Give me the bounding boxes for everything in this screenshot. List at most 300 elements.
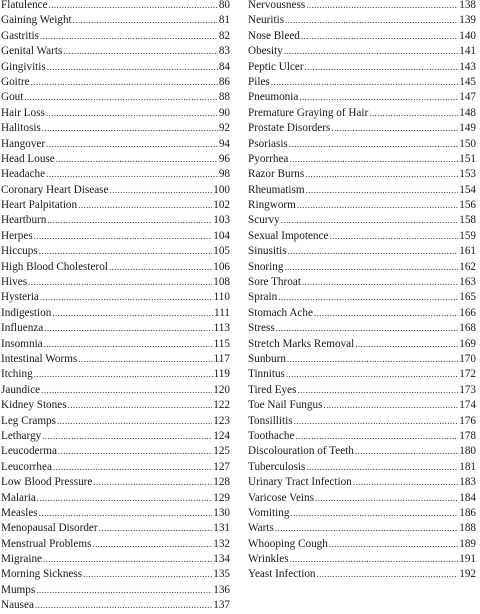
dot-leader [36, 583, 212, 598]
index-entry-page-number: 104 [213, 229, 230, 242]
index-entry [248, 537, 476, 552]
index-entry [248, 506, 476, 521]
index-entry [1, 367, 230, 382]
dot-leader [37, 491, 212, 506]
dot-leader [285, 13, 458, 28]
index-entry-term: Influenza [1, 322, 44, 335]
index-entry [1, 167, 230, 182]
index-entry-page-number: 181 [459, 460, 476, 473]
index-entry-term: Lethargy [1, 429, 42, 442]
index-entry [1, 275, 230, 290]
index-entry [248, 414, 476, 429]
index-entry [1, 60, 230, 75]
index-entry [248, 44, 476, 59]
index-entry-term: Morning Sickness [1, 568, 83, 581]
index-entry-term: Sore Throat [248, 276, 301, 289]
index-entry-term: Rheumatism [248, 183, 305, 196]
dot-leader [301, 29, 458, 44]
index-entry-term: Toe Nail Fungus [248, 399, 323, 412]
index-entry [248, 521, 476, 536]
index-entry-page-number: 108 [213, 276, 230, 289]
index-entry-term: Hysteria [1, 291, 39, 304]
dot-leader [46, 137, 218, 152]
dot-leader [284, 260, 458, 275]
index-entry-term: Psoriasis [248, 137, 288, 150]
dot-leader [329, 537, 458, 552]
index-entry-term: Insomnia [1, 337, 43, 350]
index-entry [1, 229, 230, 244]
index-entry [1, 429, 230, 444]
index-entry-term: Prostate Disorders [248, 122, 331, 135]
dot-leader [276, 321, 458, 336]
dot-leader [290, 506, 458, 521]
index-entry [1, 352, 230, 367]
index-entry [1, 460, 230, 475]
index-entry-term: Nose Bleed [248, 29, 300, 42]
index-entry-page-number: 92 [218, 122, 230, 135]
index-entry-page-number: 130 [213, 506, 230, 519]
index-entry [1, 567, 230, 582]
index-entry-term: Sunburn [248, 352, 286, 365]
index-entry [1, 583, 230, 598]
index-entry-page-number: 137 [213, 599, 230, 612]
index-entry-term: Snoring [248, 260, 284, 273]
index-entry-term: Toothache [248, 429, 295, 442]
index-entry [248, 398, 476, 413]
index-entry-term: Leucorrhea [1, 460, 52, 473]
index-entry-term: Halitosis [1, 122, 41, 135]
index-entry-term: Migraine [1, 553, 43, 566]
index-entry-page-number: 176 [459, 414, 476, 427]
index-entry-page-number: 125 [213, 445, 230, 458]
index-entry-page-number: 178 [459, 429, 476, 442]
index-entry-term: Pneumonia [248, 91, 299, 104]
index-entry-term: Kidney Stones [1, 399, 67, 412]
index-entry-page-number: 156 [459, 199, 476, 212]
index-entry [1, 414, 230, 429]
dot-leader [34, 367, 213, 382]
index-entry-term: Leucoderma [1, 445, 57, 458]
index-entry-term: Itching [1, 368, 33, 381]
index-entry [1, 75, 230, 90]
dot-leader [355, 337, 458, 352]
index-entry-term: Leg Cramps [1, 414, 56, 427]
index-entry-page-number: 105 [213, 245, 230, 258]
index-entry-page-number: 163 [459, 276, 476, 289]
index-entry [248, 552, 476, 567]
dot-leader [35, 598, 212, 613]
dot-leader [73, 13, 218, 28]
index-entry-page-number: 170 [459, 352, 476, 365]
index-entry-term: Jaundice [1, 383, 41, 396]
index-entry [1, 0, 230, 13]
index-entry [1, 444, 230, 459]
index-entry-page-number: 84 [218, 60, 230, 73]
index-entry-page-number: 103 [213, 214, 230, 227]
index-entry-page-number: 127 [213, 460, 230, 473]
dot-leader [56, 152, 218, 167]
index-entry [1, 121, 230, 136]
index-column-left [1, 0, 230, 614]
index-entry [248, 244, 476, 259]
index-entry-term: Tinnitus [248, 368, 285, 381]
index-entry [248, 460, 476, 475]
index-entry-term: Genital Warts [1, 45, 63, 58]
index-entry-term: High Blood Cholesterol [1, 260, 108, 273]
dot-leader [286, 367, 458, 382]
index-entry-term: Tuberculosis [248, 460, 306, 473]
index-entry-term: Flatulence [1, 0, 48, 11]
dot-leader [288, 244, 459, 259]
dot-leader [284, 44, 458, 59]
index-entry-page-number: 138 [459, 0, 476, 11]
dot-leader [47, 213, 212, 228]
index-entry [248, 90, 476, 105]
index-entry-page-number: 154 [459, 183, 476, 196]
index-entry-term: Menstrual Problems [1, 537, 92, 550]
index-entry-term: Warts [248, 522, 274, 535]
index-entry-term: Malaria [1, 491, 36, 504]
dot-leader [47, 60, 218, 75]
index-entry [248, 352, 476, 367]
index-entry-page-number: 100 [213, 183, 230, 196]
index-entry-page-number: 173 [459, 383, 476, 396]
index-entry-page-number: 145 [459, 75, 476, 88]
index-entry [1, 90, 230, 105]
index-entry-term: Gingivitis [1, 60, 46, 73]
index-entry-term: Stress [248, 322, 275, 335]
index-entry-page-number: 184 [459, 491, 476, 504]
dot-leader [39, 506, 213, 521]
index-entry-page-number: 161 [459, 245, 476, 258]
index-entry-term: Coronary Heart Disease [1, 183, 109, 196]
index-entry [1, 106, 230, 121]
dot-leader [44, 321, 212, 336]
index-entry-term: Hangover [1, 137, 46, 150]
dot-leader [317, 567, 459, 582]
index-entry-term: Mumps [1, 583, 36, 596]
index-entry [248, 260, 476, 275]
index-entry-page-number: 180 [459, 445, 476, 458]
index-entry-term: Wrinkles [248, 553, 289, 566]
index-column-right [248, 0, 476, 583]
index-entry [1, 537, 230, 552]
index-entry [248, 491, 476, 506]
index-entry [248, 121, 476, 136]
index-entry-page-number: 143 [459, 60, 476, 73]
index-entry-page-number: 189 [459, 537, 476, 550]
index-entry-page-number: 140 [459, 29, 476, 42]
index-entry-page-number: 111 [214, 306, 230, 319]
index-entry-term: Goitre [1, 75, 30, 88]
index-entry-page-number: 172 [459, 368, 476, 381]
dot-leader [83, 567, 212, 582]
index-entry-term: Gastritis [1, 29, 39, 42]
dot-leader [44, 337, 213, 352]
index-entry-page-number: 98 [218, 168, 230, 181]
index-entry-term: Gout [1, 91, 24, 104]
index-entry-page-number: 119 [213, 368, 230, 381]
dot-leader [57, 414, 212, 429]
index-entry-page-number: 169 [459, 337, 476, 350]
index-entry-page-number: 183 [459, 476, 476, 489]
index-entry-page-number: 153 [459, 168, 476, 181]
index-entry [1, 260, 230, 275]
index-entry-page-number: 113 [213, 322, 230, 335]
dot-leader [305, 60, 459, 75]
index-entry [248, 0, 476, 13]
dot-leader [306, 183, 459, 198]
index-entry-page-number: 151 [459, 152, 476, 165]
index-entry [1, 337, 230, 352]
index-entry-page-number: 90 [218, 106, 230, 119]
index-entry-page-number: 88 [218, 91, 230, 104]
index-entry-page-number: 148 [459, 106, 476, 119]
dot-leader [306, 0, 458, 13]
index-entry-page-number: 131 [213, 522, 230, 535]
index-entry-page-number: 82 [218, 29, 230, 42]
index-entry-term: Varicose Veins [248, 491, 314, 504]
index-entry-term: Whooping Cough [248, 537, 328, 550]
index-entry-term: Pyorrhea [248, 152, 289, 165]
index-entry [248, 60, 476, 75]
index-entry [248, 383, 476, 398]
index-entry [248, 106, 476, 121]
index-entry-page-number: 141 [459, 45, 476, 58]
dot-leader [58, 444, 212, 459]
dot-leader [305, 167, 458, 182]
index-entry [248, 337, 476, 352]
index-entry-page-number: 132 [213, 537, 230, 550]
index-entry-term: Headache [1, 168, 46, 181]
index-entry-term: Heart Palpitation [1, 199, 78, 212]
index-entry [1, 506, 230, 521]
dot-leader [109, 260, 212, 275]
index-entry-term: Head Louse [1, 152, 55, 165]
dot-leader [39, 244, 213, 259]
index-entry [1, 475, 230, 490]
dot-leader [109, 183, 212, 198]
index-entry-page-number: 174 [459, 399, 476, 412]
dot-leader [297, 383, 458, 398]
index-entry-page-number: 117 [213, 352, 230, 365]
index-entry-term: Tired Eyes [248, 383, 297, 396]
index-entry-page-number: 106 [213, 260, 230, 273]
index-entry [1, 521, 230, 536]
index-entry-page-number: 83 [218, 45, 230, 58]
index-entry [248, 475, 476, 490]
index-entry-page-number: 96 [218, 152, 230, 165]
dot-leader [295, 429, 458, 444]
dot-leader [323, 398, 458, 413]
dot-leader [275, 521, 458, 536]
dot-leader [294, 414, 459, 429]
index-entry [248, 75, 476, 90]
index-entry [248, 167, 476, 182]
index-entry [248, 152, 476, 167]
index-entry-page-number: 139 [459, 14, 476, 27]
dot-leader [78, 198, 212, 213]
index-entry-term: Discolouration of Teeth [248, 445, 354, 458]
index-entry-page-number: 165 [459, 291, 476, 304]
index-entry [248, 321, 476, 336]
dot-leader [40, 290, 213, 305]
index-entry [248, 198, 476, 213]
index-entry [248, 275, 476, 290]
index-entry [1, 152, 230, 167]
index-entry [1, 44, 230, 59]
dot-leader [314, 306, 458, 321]
index-entry-page-number: 168 [459, 322, 476, 335]
index-entry-page-number: 122 [213, 399, 230, 412]
index-entry-page-number: 162 [459, 260, 476, 273]
index-entry-term: Premature Graying of Hair [248, 106, 369, 119]
index-entry-page-number: 81 [218, 14, 230, 27]
index-entry [248, 306, 476, 321]
index-entry [248, 137, 476, 152]
index-entry-page-number: 134 [213, 553, 230, 566]
index-entry-page-number: 149 [459, 122, 476, 135]
index-entry-term: Stomach Ache [248, 306, 313, 319]
index-entry-page-number: 166 [459, 306, 476, 319]
index-entry-page-number: 159 [459, 229, 476, 242]
index-entry [248, 229, 476, 244]
dot-leader [353, 475, 458, 490]
index-entry-page-number: 120 [213, 383, 230, 396]
index-entry-page-number: 128 [213, 476, 230, 489]
index-entry-term: Piles [248, 75, 270, 88]
index-entry-term: Sexual Impotence [248, 229, 329, 242]
index-entry [248, 183, 476, 198]
dot-leader [289, 137, 458, 152]
dot-leader [78, 352, 212, 367]
index-entry-term: Sprain [248, 291, 278, 304]
dot-leader [369, 106, 458, 121]
index-entry [248, 367, 476, 382]
index-entry [248, 444, 476, 459]
dot-leader [93, 475, 212, 490]
index-entry [248, 290, 476, 305]
dot-leader [34, 229, 213, 244]
index-entry [248, 29, 476, 44]
index-entry-term: Hives [1, 276, 28, 289]
index-entry-page-number: 115 [213, 337, 230, 350]
index-entry [248, 429, 476, 444]
index-entry-page-number: 192 [459, 568, 476, 581]
dot-leader [99, 521, 213, 536]
index-entry-term: Hair Loss [1, 106, 45, 119]
index-entry-page-number: 110 [213, 291, 230, 304]
dot-leader [306, 460, 458, 475]
index-entry [1, 290, 230, 305]
index-entry-term: Obesity [248, 45, 283, 58]
index-entry-page-number: 158 [459, 214, 476, 227]
index-entry-term: Tonsillitis [248, 414, 293, 427]
index-entry [248, 213, 476, 228]
index-entry-term: Gaining Weight [1, 14, 72, 27]
index-entry-term: Peptic Ulcer [248, 60, 304, 73]
index-entry-term: Ringworm [248, 199, 296, 212]
index-entry-page-number: 147 [459, 91, 476, 104]
dot-leader [42, 121, 218, 136]
index-entry-term: Indigestion [1, 306, 52, 319]
index-entry-page-number: 191 [459, 553, 476, 566]
dot-leader [297, 198, 458, 213]
dot-leader [290, 552, 459, 567]
index-entry [1, 398, 230, 413]
index-entry [1, 137, 230, 152]
index-entry-term: Yeast Infection [248, 568, 316, 581]
index-entry [1, 183, 230, 198]
dot-leader [41, 383, 212, 398]
index-entry [248, 567, 476, 582]
index-entry-term: Scurvy [248, 214, 280, 227]
dot-leader [52, 306, 213, 321]
index-entry [1, 383, 230, 398]
dot-leader [40, 29, 218, 44]
index-entry-term: Neuritis [248, 14, 285, 27]
dot-leader [315, 491, 458, 506]
index-entry [1, 213, 230, 228]
index-entry [1, 321, 230, 336]
index-entry-term: Nervousness [248, 0, 306, 11]
dot-leader [299, 90, 458, 105]
index-entry-term: Sinusitis [248, 245, 287, 258]
dot-leader [289, 152, 458, 167]
index-entry-term: Menopausal Disorder [1, 522, 98, 535]
dot-leader [46, 167, 218, 182]
index-entry-term: Stretch Marks Removal [248, 337, 355, 350]
index-entry [1, 198, 230, 213]
dot-leader [329, 229, 458, 244]
index-entry-page-number: 86 [218, 75, 230, 88]
index-entry-page-number: 188 [459, 522, 476, 535]
index-entry-term: Low Blood Pressure [1, 476, 93, 489]
index-entry-page-number: 124 [213, 429, 230, 442]
index-entry [1, 491, 230, 506]
dot-leader [43, 552, 212, 567]
dot-leader [24, 90, 217, 105]
dot-leader [331, 121, 458, 136]
index-entry-term: Herpes [1, 229, 33, 242]
index-entry [248, 13, 476, 28]
index-entry-page-number: 94 [218, 137, 230, 150]
dot-leader [53, 460, 212, 475]
dot-leader [302, 275, 458, 290]
dot-leader [355, 444, 458, 459]
index-entry-term: Urinary Tract Infection [248, 476, 352, 489]
index-entry-term: Intestinal Worms [1, 352, 78, 365]
index-entry [1, 598, 230, 613]
index-entry [1, 244, 230, 259]
dot-leader [63, 44, 217, 59]
index-entry-page-number: 150 [459, 137, 476, 150]
dot-leader [271, 75, 458, 90]
dot-leader [92, 537, 212, 552]
index-entry-page-number: 123 [213, 414, 230, 427]
index-entry-term: Nausea [1, 599, 34, 612]
dot-leader [49, 0, 218, 13]
index-entry-page-number: 129 [213, 491, 230, 504]
dot-leader [68, 398, 213, 413]
dot-leader [31, 75, 218, 90]
index-entry [1, 29, 230, 44]
index-entry [1, 13, 230, 28]
index-entry-page-number: 135 [213, 568, 230, 581]
index-entry [1, 306, 230, 321]
index-entry-page-number: 80 [218, 0, 230, 11]
index-entry-term: Heartburn [1, 214, 47, 227]
